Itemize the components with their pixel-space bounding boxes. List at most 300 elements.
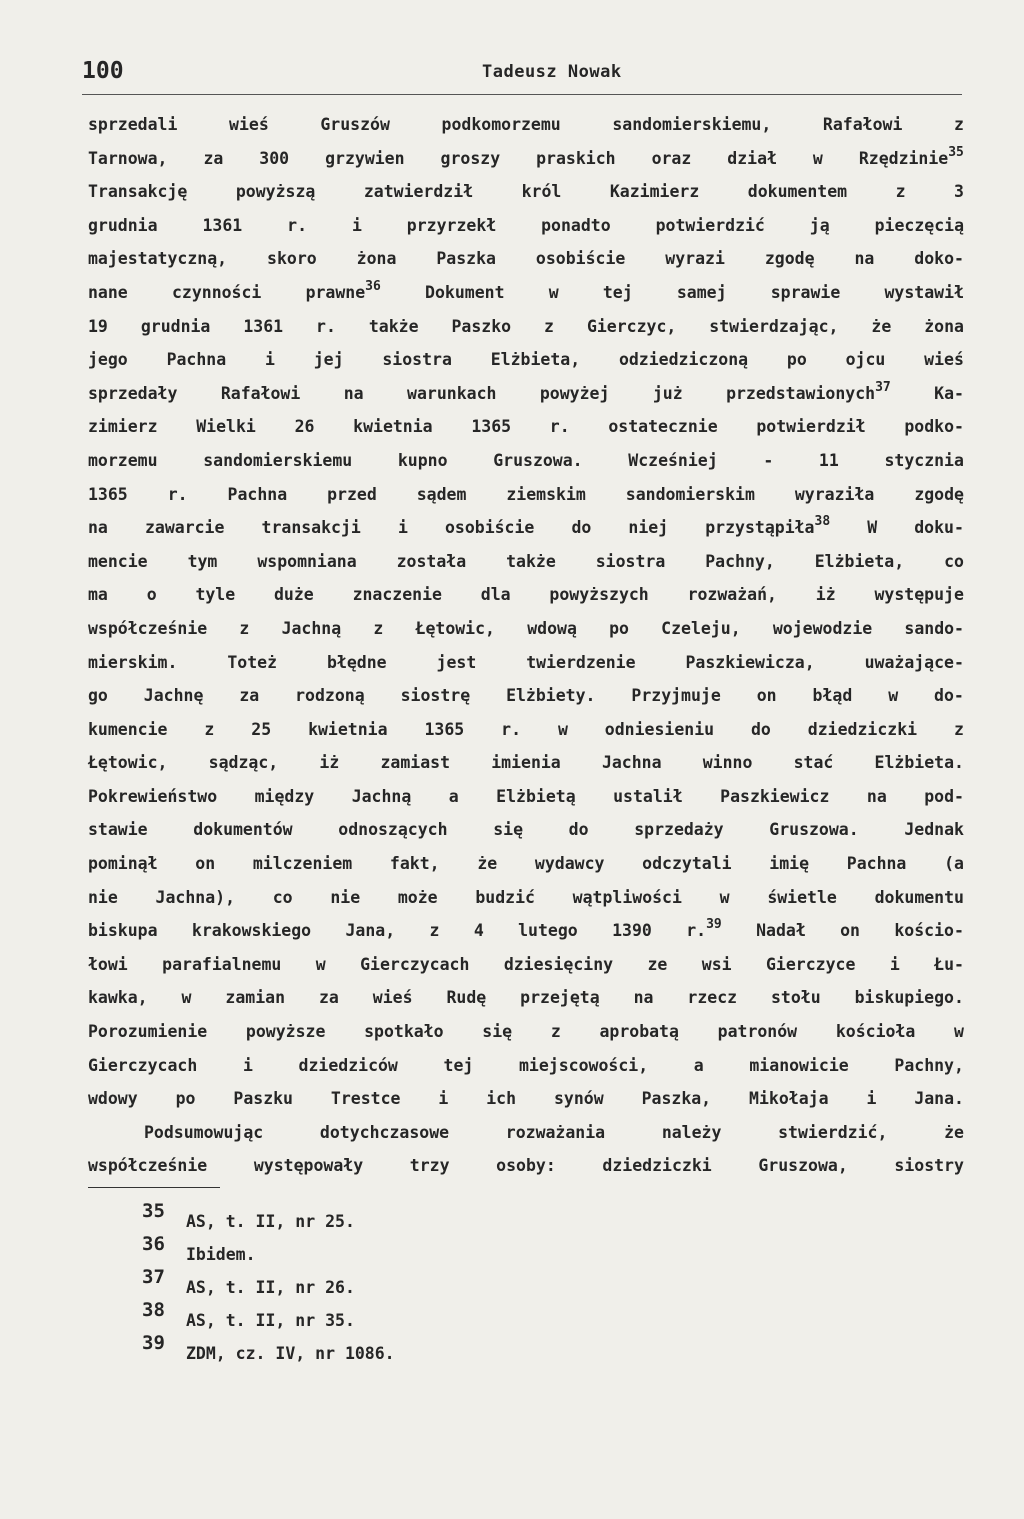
word: dział (727, 148, 777, 168)
word: Dokument (425, 282, 505, 302)
word: Łętowic, (88, 753, 168, 773)
word: 11 (818, 450, 839, 470)
word: 1390 (612, 921, 652, 941)
word: powyższych (549, 585, 649, 605)
text-line (88, 578, 964, 612)
word: w (181, 988, 192, 1008)
word: grzywien (325, 148, 405, 168)
word: 26 (294, 417, 315, 437)
word: sandomierskiemu, (612, 115, 772, 134)
footnote-rule (88, 1187, 220, 1188)
text-line (88, 780, 964, 814)
footnote-ref: 39 (706, 917, 722, 933)
word: w (719, 887, 730, 907)
word: dokumentu (874, 887, 964, 907)
word: Elżbieta, (490, 350, 581, 370)
footnote-text: Ibidem. (186, 1245, 256, 1264)
body-text (88, 108, 964, 1183)
word: z (954, 719, 964, 739)
text-line (88, 478, 964, 512)
word: powyższą (235, 182, 316, 202)
word: siostra (382, 350, 452, 370)
word: Elżbietą (496, 786, 576, 806)
word: że (944, 1122, 964, 1142)
word: Rafałowi (822, 115, 903, 134)
word: sandomierskiemu (203, 450, 353, 470)
word: Jachna), (155, 887, 236, 907)
word: występuje (874, 585, 964, 605)
word: Łu- (934, 954, 964, 974)
word: pod- (924, 786, 964, 806)
word: wydawcy (534, 854, 605, 874)
word: Gierczyce (766, 954, 856, 974)
word: król (521, 182, 562, 202)
word: 1365 (424, 719, 465, 739)
footnote-ref: 36 (365, 279, 381, 295)
word: osobiście (444, 518, 535, 538)
footnote-number: 36 (142, 1233, 165, 1255)
word: już (652, 383, 683, 403)
word: wątpliwości (572, 887, 682, 907)
word: niej (628, 518, 669, 538)
word: odniesieniu (604, 719, 715, 739)
text-line (88, 847, 964, 881)
word: nie (88, 887, 118, 907)
word: czynności (171, 282, 262, 302)
word: wieś (372, 988, 413, 1008)
word: duże (274, 585, 314, 605)
word: skoro (267, 249, 317, 269)
footnote-ref: 38 (814, 514, 831, 530)
word: w (315, 954, 326, 974)
word: pominął (88, 854, 158, 874)
word: biskupa (88, 921, 158, 941)
word: na (866, 786, 887, 806)
word: za (318, 988, 339, 1008)
word: go (88, 686, 108, 706)
text-line (88, 813, 964, 847)
word: Elżbieta, (814, 551, 905, 571)
word: Pachny, (894, 1055, 964, 1075)
word: z (204, 719, 215, 739)
word: majestatyczną, (88, 249, 228, 269)
word: a (448, 786, 459, 806)
word: kawka, (88, 988, 148, 1008)
word: sądząc, (208, 753, 279, 773)
word: samej (676, 282, 727, 302)
word: fakt, (389, 854, 440, 874)
text-line (88, 545, 964, 579)
footnote-number: 39 (142, 1332, 165, 1354)
word: zamiast (380, 753, 451, 773)
word: ostatecznie (608, 417, 718, 437)
word: przyrzekł (406, 215, 497, 235)
word: za (239, 686, 260, 706)
word: i (242, 1055, 253, 1075)
word: Paszko (451, 316, 512, 336)
word: sando- (904, 618, 964, 638)
word: także (368, 316, 419, 336)
word: jego (88, 350, 128, 370)
word: do- (934, 686, 964, 706)
word: sprawie (770, 282, 841, 302)
word: oraz (651, 148, 692, 168)
word: sprzedali (88, 115, 178, 134)
text-line (88, 881, 964, 915)
word: mierskim. (88, 652, 178, 672)
word: Rudę (446, 988, 487, 1008)
footnote-text: AS, t. II, nr 26. (186, 1278, 355, 1297)
word: w (888, 686, 899, 706)
word: Tarnowa, (88, 148, 168, 168)
text-line (88, 175, 964, 209)
word: kwietnia (353, 417, 433, 437)
word: Pachna (227, 484, 288, 504)
word: Mikołaja (749, 1089, 829, 1109)
word: 300 (259, 148, 290, 168)
word: zgodę (914, 484, 964, 504)
text-line (88, 142, 964, 176)
word: Jana, (345, 921, 396, 941)
word: Jachnę (143, 686, 204, 706)
word: nie (330, 887, 361, 907)
word: mianowicie (749, 1055, 849, 1075)
text-line (88, 444, 964, 478)
word: zimierz (88, 417, 158, 437)
word: biskupiego. (854, 988, 964, 1008)
word: ma (88, 585, 108, 605)
word: znaczenie (352, 585, 442, 605)
word: 1365 (471, 417, 512, 437)
word: imienia (491, 753, 561, 773)
word: co (272, 887, 293, 907)
word: Elżbieta. (874, 753, 964, 773)
word: po (175, 1089, 196, 1109)
text-line (88, 410, 964, 444)
word: z (954, 115, 964, 134)
word: na (343, 383, 364, 403)
word: grudnia (88, 215, 158, 235)
word: sprzedaży (634, 820, 724, 840)
word: spotkało (364, 1022, 444, 1042)
word: synów (553, 1089, 604, 1109)
word: - (763, 450, 774, 470)
text-line (88, 646, 964, 680)
word: się (482, 1022, 513, 1042)
text-line (88, 1049, 964, 1083)
word: Kazimierz (609, 182, 700, 202)
word: przystąpiła$^{38}$ (705, 514, 831, 538)
word: on (195, 854, 216, 874)
text-line (88, 108, 964, 142)
word: mencie (88, 551, 148, 571)
word: Paszkiewicz (720, 786, 830, 806)
word: że (477, 854, 498, 874)
word: zamian (225, 988, 286, 1008)
word: należy (661, 1122, 722, 1142)
page-number: 100 (82, 58, 124, 84)
word: sprzedały (88, 383, 178, 403)
word: r. (316, 316, 336, 336)
word: stawie (88, 820, 148, 840)
page-header (82, 58, 962, 95)
text-line (88, 276, 964, 310)
text-line (88, 981, 964, 1015)
word: odnoszących (338, 820, 448, 840)
word: z (429, 921, 440, 941)
word: łowi (88, 954, 128, 974)
text-line (88, 377, 964, 411)
word: Jednak (904, 820, 964, 840)
word: dziedziczki (807, 719, 918, 739)
word: zatwierdził (363, 182, 474, 202)
word: rodzoną (295, 686, 365, 706)
word: ustalił (613, 786, 683, 806)
word: co (944, 551, 964, 571)
word: Gierczycach (360, 954, 470, 974)
word: Wielki (196, 417, 256, 437)
word: 1361 (243, 316, 284, 336)
word: lutego (518, 921, 578, 941)
word: współcześnie (88, 618, 208, 638)
word: ojcu (845, 350, 886, 370)
word: Rafałowi (220, 383, 301, 403)
word: Pachny, (705, 551, 775, 571)
word: milczeniem (252, 854, 353, 874)
word: powyżej (539, 383, 610, 403)
word: Gierczycach (88, 1055, 198, 1075)
word: nane (88, 282, 128, 302)
word: w (954, 1022, 964, 1042)
word: doku- (914, 518, 964, 538)
word: osoby: (496, 1156, 556, 1176)
word: Paszku (233, 1089, 293, 1109)
word: w (557, 719, 568, 739)
word: siostry (894, 1156, 964, 1176)
word: i (264, 350, 275, 370)
word: aprobatą (599, 1022, 679, 1042)
word: r. (501, 719, 522, 739)
running-head: Tadeusz Nowak (482, 62, 622, 82)
word: i (438, 1089, 449, 1109)
word: i (889, 954, 900, 974)
word: wspomniana (257, 551, 357, 571)
word: W (867, 518, 878, 538)
word: winno (702, 753, 753, 773)
word: siostrę (400, 686, 471, 706)
word: dla (480, 585, 511, 605)
text-line (88, 1149, 964, 1183)
word: stycznia (884, 450, 964, 470)
word: w (548, 282, 559, 302)
word: jej (313, 350, 344, 370)
word: ich (486, 1089, 517, 1109)
word: Gruszowa. (769, 820, 859, 840)
word: miejscowości, (519, 1055, 649, 1075)
word: stwierdzając, (709, 316, 839, 336)
word: morzemu (88, 450, 158, 470)
word: Gierczyc, (586, 316, 677, 336)
word: krakowskiego (191, 921, 312, 941)
word: między (254, 786, 315, 806)
text-line (88, 948, 964, 982)
word: dokumentów (193, 820, 293, 840)
word: z (239, 618, 250, 638)
word: iż (319, 753, 340, 773)
word: iż (815, 585, 836, 605)
word: tej (443, 1055, 474, 1075)
word: Rzędzinie$^{35}$ (858, 144, 964, 168)
footnote-number: 35 (142, 1200, 165, 1222)
word: r. (287, 215, 308, 235)
word: dotychczasowe (319, 1122, 450, 1142)
word: Pokrewieństwo (88, 786, 218, 806)
word: Gruszowa, (758, 1156, 848, 1176)
word: wieś (924, 350, 964, 370)
word: a (693, 1055, 704, 1075)
word: na (88, 518, 108, 538)
word: wdowy (88, 1089, 138, 1109)
word: doko- (914, 249, 964, 269)
word: i (397, 518, 408, 538)
word: do (751, 719, 771, 739)
word: parafialnemu (162, 954, 282, 974)
word: rozważań, (687, 585, 777, 605)
word: r. (167, 484, 188, 504)
word: wyrazi (665, 249, 725, 269)
word: kwietnia (308, 719, 388, 739)
word: Czeleju, (661, 618, 741, 638)
word: ją (809, 215, 830, 235)
word: 4 (473, 921, 484, 941)
word: sądem (416, 484, 467, 504)
word: tyle (195, 585, 236, 605)
word: twierdzenie (526, 652, 636, 672)
word: błąd (812, 686, 853, 706)
word: do (568, 820, 589, 840)
word: przed (327, 484, 377, 504)
word: Nadał (756, 921, 806, 941)
text-line (88, 612, 964, 646)
word: z (373, 618, 384, 638)
word: Podsumowując (144, 1122, 264, 1142)
word: Jachną (281, 618, 342, 638)
word: 19 (88, 316, 108, 336)
word: potwierdzić (655, 215, 765, 235)
text-line (88, 242, 964, 276)
word: 1361 (202, 215, 243, 235)
word: Trestce (330, 1089, 401, 1109)
word: się (493, 820, 524, 840)
word: Paszka, (641, 1089, 712, 1109)
word: podkomorzemu (441, 115, 561, 134)
word: uważające- (864, 652, 964, 672)
text-line (88, 310, 964, 344)
word: dokumentem (747, 182, 848, 202)
footnote-text: ZDM, cz. IV, nr 1086. (186, 1344, 395, 1363)
word: żona (356, 249, 397, 269)
word: Gruszowa. (493, 450, 583, 470)
word: Elżbiety. (506, 686, 596, 706)
word: siostra (595, 551, 666, 571)
text-line (88, 1116, 964, 1150)
text-line (88, 209, 964, 243)
word: r.$^{39}$ (686, 917, 722, 941)
word: transakcji (261, 518, 361, 538)
word: Toteż (227, 652, 278, 672)
word: została (396, 551, 467, 571)
text-line (88, 511, 964, 545)
word: Przyjmuje (631, 686, 721, 706)
text-line (88, 746, 964, 780)
word: dziedziczki (602, 1156, 712, 1176)
footnote-number: 37 (142, 1266, 165, 1288)
word: rzecz (687, 988, 738, 1008)
word: świetle (767, 887, 837, 907)
word: Porozumienie (88, 1022, 208, 1042)
word: warunkach (407, 383, 497, 403)
word: po (609, 618, 629, 638)
word: potwierdził (756, 417, 866, 437)
word: kumencie (88, 719, 168, 739)
word: żona (924, 316, 964, 336)
word: kościo- (894, 921, 964, 941)
word: Łętowic, (415, 618, 495, 638)
word: wieś (229, 115, 269, 134)
word: także (506, 551, 556, 571)
word: z (895, 182, 906, 202)
word: Pachna (166, 350, 227, 370)
word: w (812, 148, 823, 168)
word: stwierdzić, (778, 1122, 888, 1142)
footnote-text: AS, t. II, nr 25. (186, 1212, 355, 1231)
word: Pachna (846, 854, 907, 874)
word: i (866, 1089, 877, 1109)
word: tym (187, 551, 218, 571)
word: 25 (251, 719, 272, 739)
word: na (854, 249, 875, 269)
word: trzy (409, 1156, 450, 1176)
word: ze (647, 954, 668, 974)
word: Jachną (351, 786, 412, 806)
word: budzić (475, 887, 535, 907)
word: (a (944, 854, 964, 874)
word: wdową (527, 618, 577, 638)
word: dziedziców (298, 1055, 398, 1075)
word: zawarcie (144, 518, 225, 538)
footnote-ref: 37 (875, 379, 891, 395)
word: Gruszów (320, 115, 390, 134)
word: Jachna (601, 753, 662, 773)
word: do (571, 518, 592, 538)
word: tej (602, 282, 633, 302)
word: Paszka (436, 249, 496, 269)
text-line (88, 1015, 964, 1049)
footnote-number: 38 (142, 1299, 165, 1321)
word: on (756, 686, 777, 706)
word: powyższe (245, 1022, 326, 1042)
word: patronów (717, 1022, 798, 1042)
word: współcześnie (88, 1156, 208, 1176)
word: Paszkiewicza, (685, 652, 815, 672)
word: 3 (954, 182, 964, 202)
word: osobiście (535, 249, 626, 269)
text-line (88, 914, 964, 948)
word: zgodę (764, 249, 815, 269)
word: z (544, 316, 554, 336)
word: wyraziła (794, 484, 875, 504)
word: prawne$^{36}$ (305, 279, 381, 302)
